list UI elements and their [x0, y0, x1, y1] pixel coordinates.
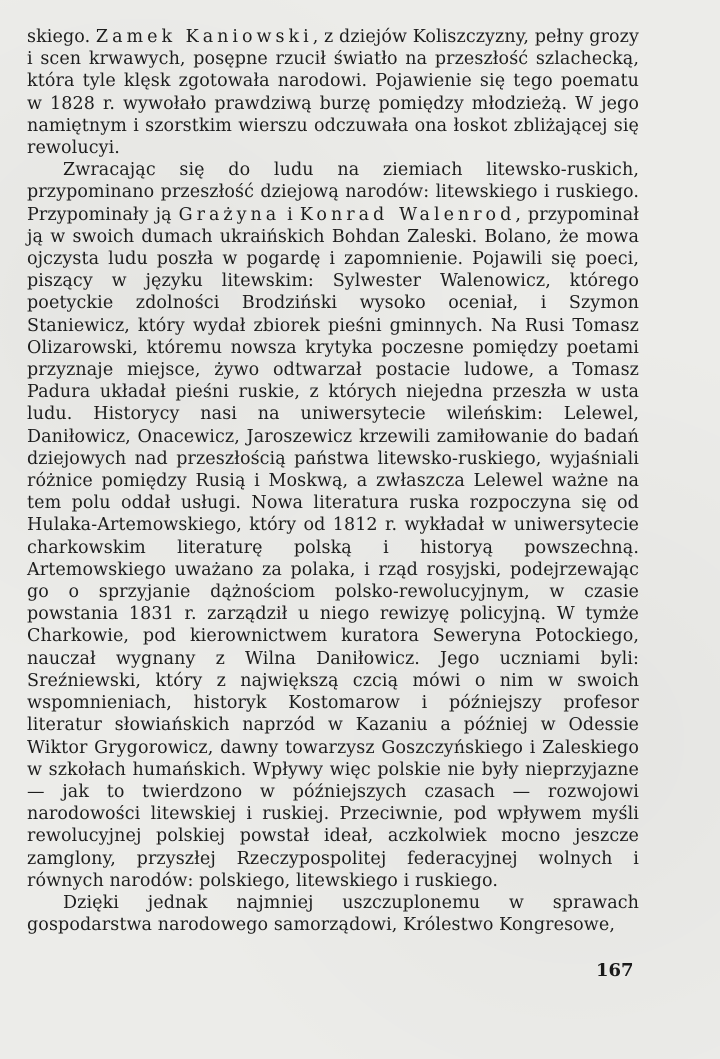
paragraph-3 [27, 892, 639, 936]
text-run: skiego. [27, 27, 96, 47]
page-number: 167 [596, 960, 634, 981]
text-run: i [280, 204, 300, 225]
title-spaced: Konrad Walenrod [299, 204, 516, 225]
text-run: , przypominał ją w swoich dumach ukraińskich Bohdan Zaleski. Bolano, że mowa ojczysta ludu poszła w pogardę i zapomnienie. Pojawili się poeci, piszący w języku litewskim: Sylwester Walenowicz, którego poetyckie zdolności Brodziński wysoko oceniał, i Szymon Staniewicz, który wydał zbiorek pieśni gminnych. Na Rusi Tomasz Olizarowski, któremu nowsza krytyka poczesne pomiędzy poetami przyznaje miejsce, żywo odtwarzał postacie ludowe, a Tomasz Padura układał pieśni ruskie, z których niejedna przeszła w usta ludu. Historycy nasi na uniwersytecie wileńskim: Lelewel, Daniłowicz, Onacewicz, Jaroszewicz krzewili zamiłowanie do badań dziejowych nad przeszłością państwa litewsko-ruskiego, wyjaśniali różnice pomiędzy Rusią i Moskwą, a zwłaszcza Lelewel ważne na tem polu oddał usługi. Nowa literatura ruska rozpoczyna się od Hulaka-Artemowskiego, który od 1812 r. wykładał w uniwersytecie charkowskim literaturę polską i historyą powszechną. Artemowskiego uważano za polaka, i rząd rosyjski, podejrzewając go o sprzyjanie dążnościom polsko-rewolucyjnym, w czasie powstania 1831 r. zarządził u niego rewizyę policyjną. W tymże Charkowie, pod kierownictwem kuratora Seweryna Potockiego, nauczał wygnany z Wilna Daniłowicz. Jego uczniami byli: Sreźniewski, który z największą czcią mówi o nim w swoich wspomnieniach, historyk Kostomarow i późniejszy profesor literatur słowiańskich naprzód w Kazaniu a później w Odessie Wiktor Grygorowicz, dawny towarzysz Goszczyńskiego i Zaleskiego w szkołach humańskich. Wpływy więc polskie nie były nieprzyjazne — jak to twierdzono w późniejszych czasach — rozwojowi narodowości litewskiej i ruskiej. Przeciwnie, pod wpływem myśli rewolucyjnej polskiej powstał ideał, aczkolwiek mocno jeszcze zamglony, przyszłej Rzeczypospolitej federacyjnej wolnych i równych narodów: polskiego, litewskiego i ruskiego. [27, 204, 640, 891]
text-run: Zwracając się do ludu na ziemiach litewsko-ruskich, przypominano przeszłość dziejową narodów: litewskiego i ruskiego. Przypominały ją [27, 160, 639, 225]
text-run: , z dziejów Koliszczyzny, pełny grozy i scen krwawych, posępne rzucił światło na przeszłość szlachecką, która tyle klęsk zgotowała narodowi. Pojawienie się tego poematu w 1828 r. wywołało prawdziwą burzę pomiędzy młodzieżą. W jego namiętnym i szorstkim wierszu odczuwała ona łoskot zbliżającej się rewolucyi. [27, 27, 639, 159]
paragraph-1 [27, 26, 639, 159]
text-run: Dzięki jednak najmniej uszczuplonemu w sprawach gospodarstwa narodowego samorządowi, Królestwo Kongresowe, [27, 892, 639, 936]
title-spaced: Zamek Kaniowski [95, 27, 313, 47]
body-text [27, 26, 639, 936]
title-spaced: Grażyna [178, 204, 281, 225]
paragraph-2 [27, 159, 639, 892]
